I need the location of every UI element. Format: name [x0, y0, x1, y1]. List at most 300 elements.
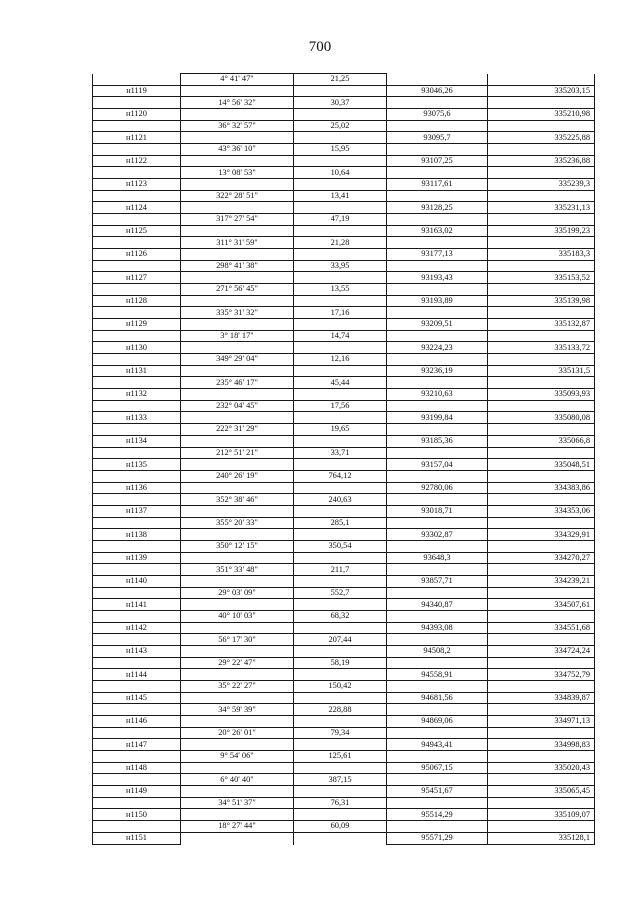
- empty-cell: [181, 389, 294, 401]
- point-row: [93, 622, 595, 634]
- empty-cell: [488, 74, 595, 86]
- point-row: [93, 669, 595, 681]
- distance-cell: 33,95: [294, 260, 387, 272]
- distance-cell: 211,7: [294, 564, 387, 576]
- empty-cell: [181, 529, 294, 541]
- empty-cell: [181, 109, 294, 121]
- empty-cell: [294, 809, 387, 821]
- distance-cell: 19,65: [294, 424, 387, 436]
- point-name-cell: н1132: [93, 389, 181, 401]
- empty-cell: [294, 202, 387, 214]
- empty-cell: [294, 762, 387, 774]
- y-coordinate-cell: 334971,13: [488, 715, 595, 727]
- point-name-cell: н1141: [93, 599, 181, 611]
- direction-angle-cell: 36° 32' 57": [181, 120, 294, 132]
- distance-cell: 45,44: [294, 377, 387, 389]
- direction-angle-cell: 311° 31' 59": [181, 237, 294, 249]
- y-coordinate-cell: 335065,45: [488, 785, 595, 797]
- segment-row: [93, 657, 595, 669]
- empty-cell: [294, 552, 387, 564]
- x-coordinate-cell: 93199,84: [387, 412, 488, 424]
- empty-cell: [387, 97, 488, 109]
- y-coordinate-cell: 335239,3: [488, 179, 595, 191]
- distance-cell: 21,28: [294, 237, 387, 249]
- empty-cell: [93, 260, 181, 272]
- y-coordinate-cell: 334998,83: [488, 739, 595, 751]
- empty-cell: [488, 517, 595, 529]
- direction-angle-cell: 349° 29' 04": [181, 354, 294, 366]
- direction-angle-cell: 43° 36' 10": [181, 144, 294, 156]
- direction-angle-cell: 317° 27' 54": [181, 214, 294, 226]
- direction-angle-cell: 235° 46' 17": [181, 377, 294, 389]
- empty-cell: [93, 144, 181, 156]
- direction-angle-cell: 14° 56' 32": [181, 97, 294, 109]
- empty-cell: [294, 389, 387, 401]
- empty-cell: [294, 785, 387, 797]
- point-name-cell: н1136: [93, 482, 181, 494]
- point-row: [93, 412, 595, 424]
- segment-row: [93, 307, 595, 319]
- empty-cell: [294, 459, 387, 471]
- x-coordinate-cell: 94340,87: [387, 599, 488, 611]
- empty-cell: [181, 669, 294, 681]
- distance-cell: 76,31: [294, 797, 387, 809]
- x-coordinate-cell: 93018,71: [387, 505, 488, 517]
- empty-cell: [387, 284, 488, 296]
- empty-cell: [488, 610, 595, 622]
- empty-cell: [488, 657, 595, 669]
- distance-cell: 79,34: [294, 727, 387, 739]
- segment-row: [93, 237, 595, 249]
- point-row: [93, 389, 595, 401]
- direction-angle-cell: 240° 26' 19": [181, 470, 294, 482]
- y-coordinate-cell: 334551,68: [488, 622, 595, 634]
- empty-cell: [488, 750, 595, 762]
- direction-angle-cell: 13° 08' 53": [181, 167, 294, 179]
- empty-cell: [387, 774, 488, 786]
- distance-cell: 150,42: [294, 680, 387, 692]
- x-coordinate-cell: 93193,43: [387, 272, 488, 284]
- point-row: [93, 272, 595, 284]
- empty-cell: [294, 85, 387, 97]
- direction-angle-cell: 355° 20' 33": [181, 517, 294, 529]
- distance-cell: 13,41: [294, 190, 387, 202]
- distance-cell: 68,32: [294, 610, 387, 622]
- empty-cell: [387, 821, 488, 833]
- point-row: [93, 319, 595, 331]
- empty-cell: [488, 470, 595, 482]
- empty-cell: [387, 494, 488, 506]
- page-number: 700: [308, 39, 332, 55]
- x-coordinate-cell: 94681,56: [387, 692, 488, 704]
- empty-cell: [488, 120, 595, 132]
- point-row: [93, 715, 595, 727]
- empty-cell: [488, 821, 595, 833]
- empty-cell: [93, 680, 181, 692]
- empty-cell: [488, 774, 595, 786]
- y-coordinate-cell: 334839,87: [488, 692, 595, 704]
- x-coordinate-cell: 93185,36: [387, 435, 488, 447]
- y-coordinate-cell: 335236,88: [488, 155, 595, 167]
- segment-row: [93, 447, 595, 459]
- segment-row: [93, 330, 595, 342]
- empty-cell: [387, 167, 488, 179]
- empty-cell: [294, 132, 387, 144]
- segment-row: [93, 190, 595, 202]
- distance-cell: 58,19: [294, 657, 387, 669]
- segment-row: [93, 587, 595, 599]
- empty-cell: [294, 435, 387, 447]
- y-coordinate-cell: 335183,3: [488, 249, 595, 261]
- empty-cell: [181, 762, 294, 774]
- distance-cell: 764,12: [294, 470, 387, 482]
- empty-cell: [181, 249, 294, 261]
- direction-angle-cell: 351° 33' 48": [181, 564, 294, 576]
- segment-row: [93, 564, 595, 576]
- point-name-cell: н1142: [93, 622, 181, 634]
- empty-cell: [294, 482, 387, 494]
- direction-angle-cell: 298° 41' 38": [181, 260, 294, 272]
- empty-cell: [93, 657, 181, 669]
- point-row: [93, 202, 595, 214]
- empty-cell: [181, 155, 294, 167]
- y-coordinate-cell: 334507,61: [488, 599, 595, 611]
- x-coordinate-cell: 93163,02: [387, 225, 488, 237]
- empty-cell: [93, 190, 181, 202]
- direction-angle-cell: 29° 03' 09": [181, 587, 294, 599]
- empty-cell: [294, 645, 387, 657]
- empty-cell: [93, 74, 181, 86]
- empty-cell: [294, 692, 387, 704]
- point-row: [93, 132, 595, 144]
- point-name-cell: н1137: [93, 505, 181, 517]
- empty-cell: [387, 540, 488, 552]
- empty-cell: [93, 494, 181, 506]
- empty-cell: [488, 97, 595, 109]
- x-coordinate-cell: 95451,67: [387, 785, 488, 797]
- empty-cell: [181, 225, 294, 237]
- empty-cell: [488, 214, 595, 226]
- empty-cell: [488, 587, 595, 599]
- segment-row: [93, 120, 595, 132]
- segment-row: [93, 167, 595, 179]
- empty-cell: [294, 109, 387, 121]
- point-name-cell: н1150: [93, 809, 181, 821]
- distance-cell: 15,95: [294, 144, 387, 156]
- y-coordinate-cell: 335093,93: [488, 389, 595, 401]
- empty-cell: [181, 179, 294, 191]
- empty-cell: [181, 552, 294, 564]
- y-coordinate-cell: 334724,24: [488, 645, 595, 657]
- distance-cell: 30,37: [294, 97, 387, 109]
- empty-cell: [181, 342, 294, 354]
- x-coordinate-cell: 93236,19: [387, 365, 488, 377]
- y-coordinate-cell: 334239,21: [488, 575, 595, 587]
- empty-cell: [387, 74, 488, 86]
- coordinates-table-body: [93, 74, 595, 845]
- distance-cell: 125,61: [294, 750, 387, 762]
- empty-cell: [181, 365, 294, 377]
- y-coordinate-cell: 335132,87: [488, 319, 595, 331]
- empty-cell: [294, 272, 387, 284]
- empty-cell: [387, 447, 488, 459]
- empty-cell: [93, 307, 181, 319]
- point-row: [93, 249, 595, 261]
- x-coordinate-cell: 93177,13: [387, 249, 488, 261]
- empty-cell: [181, 435, 294, 447]
- empty-cell: [488, 424, 595, 436]
- empty-cell: [387, 470, 488, 482]
- empty-cell: [93, 330, 181, 342]
- empty-cell: [93, 540, 181, 552]
- point-name-cell: н1119: [93, 85, 181, 97]
- empty-cell: [181, 482, 294, 494]
- empty-cell: [181, 132, 294, 144]
- segment-row: [93, 97, 595, 109]
- y-coordinate-cell: 335128,1: [488, 832, 595, 844]
- empty-cell: [488, 564, 595, 576]
- point-row: [93, 599, 595, 611]
- empty-cell: [488, 260, 595, 272]
- segment-row: [93, 470, 595, 482]
- point-row: [93, 179, 595, 191]
- distance-cell: 14,74: [294, 330, 387, 342]
- y-coordinate-cell: 335131,5: [488, 365, 595, 377]
- empty-cell: [294, 529, 387, 541]
- empty-cell: [294, 832, 387, 844]
- point-name-cell: н1151: [93, 832, 181, 844]
- distance-cell: 17,16: [294, 307, 387, 319]
- point-row: [93, 809, 595, 821]
- direction-angle-cell: 350° 12' 15": [181, 540, 294, 552]
- point-row: [93, 575, 595, 587]
- distance-cell: 207,44: [294, 634, 387, 646]
- x-coordinate-cell: 93095,7: [387, 132, 488, 144]
- empty-cell: [294, 155, 387, 167]
- empty-cell: [387, 727, 488, 739]
- empty-cell: [387, 610, 488, 622]
- x-coordinate-cell: 94558,91: [387, 669, 488, 681]
- y-coordinate-cell: 334752,79: [488, 669, 595, 681]
- x-coordinate-cell: 93075,6: [387, 109, 488, 121]
- empty-cell: [387, 237, 488, 249]
- distance-cell: 12,16: [294, 354, 387, 366]
- y-coordinate-cell: 335020,43: [488, 762, 595, 774]
- empty-cell: [294, 319, 387, 331]
- empty-cell: [387, 750, 488, 762]
- point-row: [93, 692, 595, 704]
- x-coordinate-cell: 93107,25: [387, 155, 488, 167]
- point-name-cell: н1138: [93, 529, 181, 541]
- point-row: [93, 529, 595, 541]
- distance-cell: 387,15: [294, 774, 387, 786]
- point-row: [93, 505, 595, 517]
- direction-angle-cell: 40° 10' 03": [181, 610, 294, 622]
- empty-cell: [181, 739, 294, 751]
- empty-cell: [387, 634, 488, 646]
- empty-cell: [93, 610, 181, 622]
- x-coordinate-cell: 93210,63: [387, 389, 488, 401]
- y-coordinate-cell: 335080,08: [488, 412, 595, 424]
- segment-row: [93, 260, 595, 272]
- empty-cell: [181, 692, 294, 704]
- empty-cell: [93, 727, 181, 739]
- empty-cell: [387, 564, 488, 576]
- point-row: [93, 482, 595, 494]
- y-coordinate-cell: 335203,15: [488, 85, 595, 97]
- distance-cell: 60,09: [294, 821, 387, 833]
- empty-cell: [294, 505, 387, 517]
- empty-cell: [93, 750, 181, 762]
- segment-row: [93, 214, 595, 226]
- segment-row: [93, 634, 595, 646]
- empty-cell: [488, 634, 595, 646]
- empty-cell: [488, 144, 595, 156]
- segment-row: [93, 354, 595, 366]
- empty-cell: [294, 622, 387, 634]
- x-coordinate-cell: 95067,15: [387, 762, 488, 774]
- y-coordinate-cell: 334270,27: [488, 552, 595, 564]
- segment-row: [93, 610, 595, 622]
- empty-cell: [181, 412, 294, 424]
- y-coordinate-cell: 335066,8: [488, 435, 595, 447]
- point-row: [93, 832, 595, 844]
- empty-cell: [93, 214, 181, 226]
- direction-angle-cell: 6° 40' 40": [181, 774, 294, 786]
- point-row: [93, 85, 595, 97]
- direction-angle-cell: 232° 04' 45": [181, 400, 294, 412]
- y-coordinate-cell: 335199,23: [488, 225, 595, 237]
- point-row: [93, 225, 595, 237]
- empty-cell: [387, 120, 488, 132]
- x-coordinate-cell: 93193,89: [387, 295, 488, 307]
- x-coordinate-cell: 93046,26: [387, 85, 488, 97]
- empty-cell: [93, 634, 181, 646]
- point-name-cell: н1122: [93, 155, 181, 167]
- empty-cell: [294, 715, 387, 727]
- empty-cell: [294, 575, 387, 587]
- empty-cell: [93, 400, 181, 412]
- distance-cell: 285,1: [294, 517, 387, 529]
- segment-row: [93, 704, 595, 716]
- empty-cell: [488, 330, 595, 342]
- segment-row: [93, 680, 595, 692]
- empty-cell: [181, 785, 294, 797]
- empty-cell: [93, 237, 181, 249]
- x-coordinate-cell: 93648,3: [387, 552, 488, 564]
- empty-cell: [488, 797, 595, 809]
- direction-angle-cell: 56° 17' 30": [181, 634, 294, 646]
- y-coordinate-cell: 335210,98: [488, 109, 595, 121]
- y-coordinate-cell: 334353,06: [488, 505, 595, 517]
- empty-cell: [181, 85, 294, 97]
- empty-cell: [387, 330, 488, 342]
- empty-cell: [181, 575, 294, 587]
- point-name-cell: н1144: [93, 669, 181, 681]
- point-name-cell: н1149: [93, 785, 181, 797]
- point-name-cell: н1127: [93, 272, 181, 284]
- distance-cell: 47,19: [294, 214, 387, 226]
- direction-angle-cell: 3° 18' 17": [181, 330, 294, 342]
- distance-cell: 10,64: [294, 167, 387, 179]
- empty-cell: [294, 669, 387, 681]
- x-coordinate-cell: 92780,06: [387, 482, 488, 494]
- empty-cell: [387, 307, 488, 319]
- distance-cell: 13,55: [294, 284, 387, 296]
- empty-cell: [387, 424, 488, 436]
- x-coordinate-cell: 94393,08: [387, 622, 488, 634]
- x-coordinate-cell: 93128,25: [387, 202, 488, 214]
- direction-angle-cell: 352° 38' 46": [181, 494, 294, 506]
- empty-cell: [387, 377, 488, 389]
- distance-cell: 350,54: [294, 540, 387, 552]
- empty-cell: [181, 599, 294, 611]
- distance-cell: 33,71: [294, 447, 387, 459]
- point-row: [93, 435, 595, 447]
- direction-angle-cell: 335° 31' 32": [181, 307, 294, 319]
- point-name-cell: н1126: [93, 249, 181, 261]
- segment-row: [93, 377, 595, 389]
- direction-angle-cell: 222° 31' 29": [181, 424, 294, 436]
- segment-row: [93, 517, 595, 529]
- empty-cell: [488, 190, 595, 202]
- empty-cell: [294, 225, 387, 237]
- empty-cell: [294, 342, 387, 354]
- point-name-cell: н1140: [93, 575, 181, 587]
- empty-cell: [387, 797, 488, 809]
- empty-cell: [181, 809, 294, 821]
- point-name-cell: н1139: [93, 552, 181, 564]
- empty-cell: [387, 657, 488, 669]
- empty-cell: [93, 517, 181, 529]
- x-coordinate-cell: 94508,2: [387, 645, 488, 657]
- empty-cell: [181, 645, 294, 657]
- y-coordinate-cell: 335048,51: [488, 459, 595, 471]
- y-coordinate-cell: 335225,88: [488, 132, 595, 144]
- point-row: [93, 459, 595, 471]
- empty-cell: [294, 365, 387, 377]
- point-name-cell: н1131: [93, 365, 181, 377]
- x-coordinate-cell: 93209,51: [387, 319, 488, 331]
- direction-angle-cell: 322° 28' 51": [181, 190, 294, 202]
- point-row: [93, 109, 595, 121]
- empty-cell: [488, 727, 595, 739]
- empty-cell: [93, 564, 181, 576]
- point-name-cell: н1147: [93, 739, 181, 751]
- segment-row: [93, 494, 595, 506]
- empty-cell: [488, 447, 595, 459]
- segment-row: [93, 750, 595, 762]
- empty-cell: [294, 179, 387, 191]
- direction-angle-cell: 20° 26' 01": [181, 727, 294, 739]
- empty-cell: [93, 97, 181, 109]
- segment-row: [93, 540, 595, 552]
- empty-cell: [93, 797, 181, 809]
- empty-cell: [488, 167, 595, 179]
- empty-cell: [488, 494, 595, 506]
- point-row: [93, 295, 595, 307]
- empty-cell: [294, 249, 387, 261]
- y-coordinate-cell: 334329,91: [488, 529, 595, 541]
- direction-angle-cell: 212° 51' 21": [181, 447, 294, 459]
- y-coordinate-cell: 335139,98: [488, 295, 595, 307]
- direction-angle-cell: 34° 51' 37": [181, 797, 294, 809]
- coordinates-table: [92, 73, 595, 845]
- empty-cell: [488, 377, 595, 389]
- distance-cell: 21,25: [294, 74, 387, 86]
- empty-cell: [387, 704, 488, 716]
- empty-cell: [387, 144, 488, 156]
